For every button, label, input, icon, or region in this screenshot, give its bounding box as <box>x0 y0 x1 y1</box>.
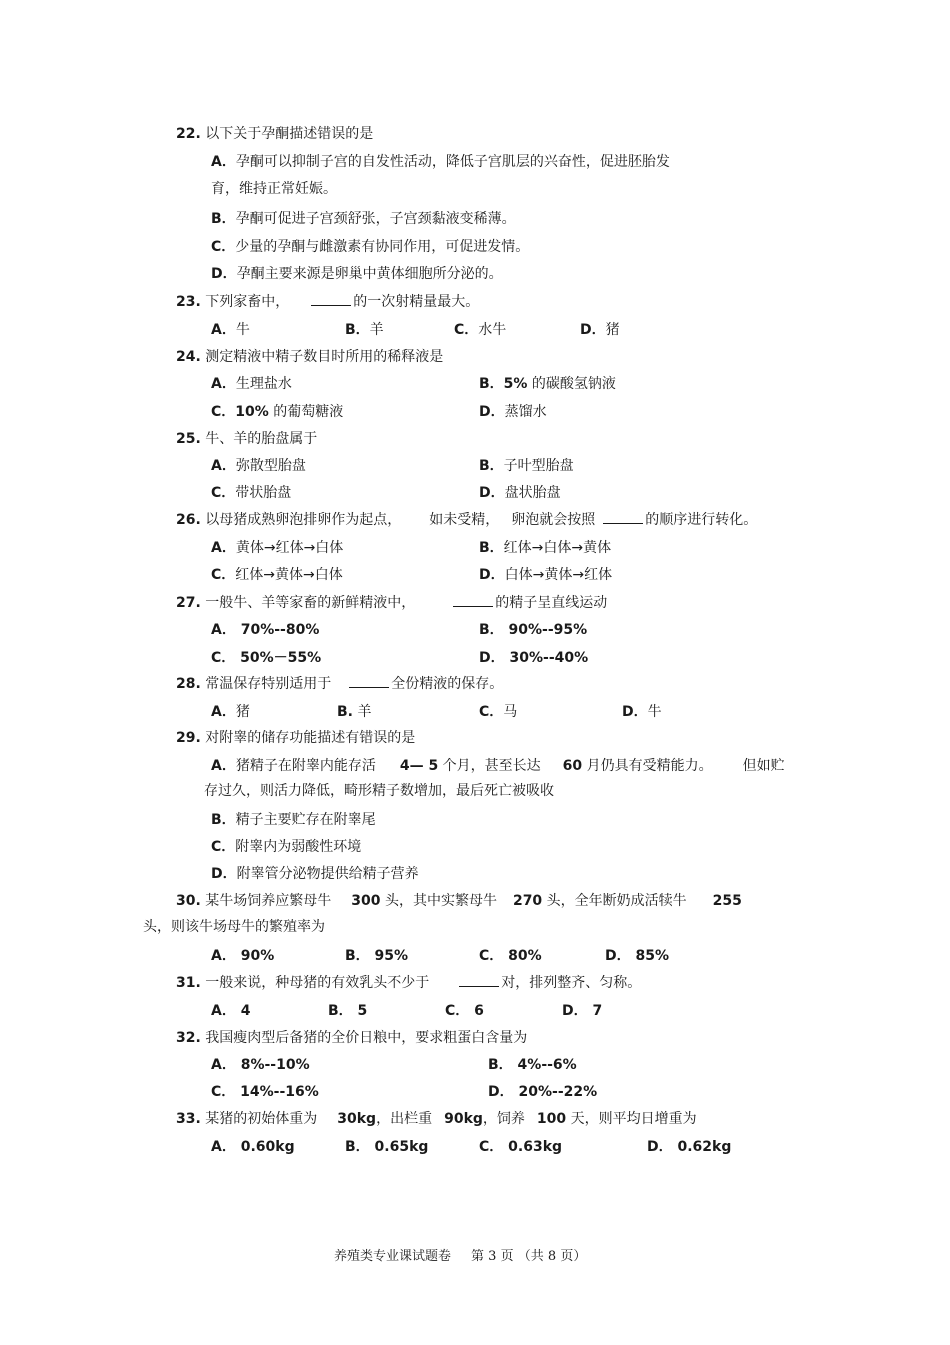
option-text: 红体→白体→黄体 <box>503 540 612 556</box>
question-number-value: 300 <box>351 893 381 909</box>
question-25-stem <box>176 430 317 448</box>
option-letter: C． <box>211 839 236 855</box>
option-letter: B． <box>479 376 504 392</box>
option-letter: D． <box>479 485 505 501</box>
option-letter: C． <box>211 485 236 501</box>
question-text: 卵泡就会按照 <box>511 512 596 528</box>
option-31-c <box>445 1002 484 1020</box>
question-text: 下列家畜中， <box>205 294 290 310</box>
option-text: 蒸馏水 <box>504 404 547 420</box>
option-32-b <box>488 1056 577 1074</box>
option-25-d <box>479 484 561 502</box>
option-text: 生理盐水 <box>235 376 292 392</box>
question-text: 全份精液的保存。 <box>391 676 504 692</box>
option-text: 0.62kg <box>677 1139 732 1155</box>
option-23-c <box>454 321 506 339</box>
question-text: 一般牛、羊等家畜的新鲜精液中， <box>205 595 416 611</box>
question-number: 26. <box>176 512 201 528</box>
footer-page-label: 第 <box>471 1249 485 1264</box>
question-text: 以下关于孕酮描述错误的是 <box>205 126 374 142</box>
question-text: 我国瘦肉型后备猪的全价日粮中，要求粗蛋白含量为 <box>205 1030 528 1046</box>
question-text: 某猪的初始体重为 <box>205 1111 318 1127</box>
question-31-stem <box>176 974 641 992</box>
option-letter: D． <box>488 1084 514 1100</box>
answer-blank <box>349 675 389 688</box>
option-letter: C． <box>479 1139 504 1155</box>
option-text: 子叶型胎盘 <box>503 458 574 474</box>
question-text: 头，其中实繁母牛 <box>384 893 497 909</box>
option-30-c <box>479 947 542 965</box>
option-text: 红体→黄体→白体 <box>235 567 343 583</box>
question-text: 牛、羊的胎盘属于 <box>205 431 318 447</box>
question-number: 33. <box>176 1111 201 1127</box>
option-number: 5% <box>503 376 528 392</box>
question-24-stem <box>176 348 443 366</box>
question-text: 对，排列整齐、匀称。 <box>501 975 642 991</box>
option-text: 80% <box>508 948 542 964</box>
option-letter: A． <box>211 1003 236 1019</box>
option-text: 20%--22% <box>518 1084 598 1100</box>
option-25-a <box>211 457 306 475</box>
option-text: 50%－55% <box>240 650 322 666</box>
option-text: 猪 <box>235 704 250 720</box>
option-32-c <box>211 1083 319 1101</box>
answer-blank <box>459 974 499 987</box>
question-number: 23. <box>176 294 201 310</box>
option-letter: A． <box>211 322 236 338</box>
option-text: 附睾内为弱酸性环境 <box>235 839 362 855</box>
option-26-d <box>479 566 612 584</box>
option-28-d <box>622 703 662 721</box>
option-text: 4%--6% <box>517 1057 577 1073</box>
option-letter: B． <box>479 622 504 638</box>
question-text: ，饲养 <box>482 1111 525 1127</box>
option-text: 70%--80% <box>240 622 320 638</box>
option-text: 牛 <box>235 322 250 338</box>
question-text: 天，则平均日增重为 <box>570 1111 697 1127</box>
option-25-b <box>479 457 574 475</box>
question-number: 27. <box>176 595 201 611</box>
option-32-a <box>211 1056 310 1074</box>
option-letter: C． <box>454 322 479 338</box>
option-letter: C． <box>211 567 236 583</box>
question-number-value: 270 <box>512 893 543 909</box>
option-24-d <box>479 403 547 421</box>
option-text: 4 <box>240 1003 251 1019</box>
option-text: 白体→黄体→红体 <box>504 567 613 583</box>
option-letter: A． <box>211 758 236 774</box>
option-text: 月仍具有受精能力。 <box>586 758 713 774</box>
option-number: 10% <box>235 404 269 420</box>
option-letter: A． <box>211 458 236 474</box>
option-letter: A． <box>211 376 236 392</box>
option-27-a <box>211 621 319 639</box>
option-text: 85% <box>635 948 670 964</box>
option-26-b <box>479 539 611 557</box>
option-letter: B． <box>345 1139 370 1155</box>
option-33-d <box>647 1138 731 1156</box>
question-number: 30. <box>176 893 201 909</box>
option-29-b <box>211 811 376 829</box>
option-26-a <box>211 539 343 557</box>
option-27-c <box>211 649 321 667</box>
option-28-a <box>211 703 250 721</box>
footer-total-number: 8 <box>547 1249 557 1264</box>
option-text: 14%--16% <box>240 1084 319 1100</box>
option-text: 精子主要贮存在附睾尾 <box>235 812 376 828</box>
option-letter: D． <box>479 567 505 583</box>
footer-page-number: 3 <box>488 1249 497 1264</box>
option-letter: D． <box>605 948 631 964</box>
question-text: 头，全年断奶成活犊牛 <box>546 893 687 909</box>
option-31-d <box>562 1002 602 1020</box>
option-text: 的葡萄糖液 <box>273 404 344 420</box>
option-number: 60 <box>562 758 583 774</box>
option-22-a <box>211 153 670 171</box>
question-29-stem <box>176 729 415 747</box>
page-footer <box>334 1248 586 1266</box>
question-number: 25. <box>176 431 201 447</box>
option-30-b <box>345 947 408 965</box>
option-text: 带状胎盘 <box>235 485 292 501</box>
question-number-value: 90kg <box>444 1111 483 1127</box>
question-33-stem <box>176 1110 697 1128</box>
option-letter: B． <box>479 458 504 474</box>
option-text: 牛 <box>647 704 662 720</box>
option-letter: D． <box>622 704 648 720</box>
question-number: 31. <box>176 975 201 991</box>
option-text: 0.60kg <box>240 1139 295 1155</box>
question-number-value: 30kg <box>337 1111 377 1127</box>
question-30-stem-cont: 头，则该牛场母牛的繁殖率为 <box>143 919 325 935</box>
question-text: ，出栏重 <box>376 1111 433 1127</box>
option-text: 附睾管分泌物提供给精子营养 <box>236 866 419 882</box>
option-23-d <box>580 321 620 339</box>
option-letter: A． <box>211 948 236 964</box>
option-letter: C． <box>211 1084 236 1100</box>
option-text: 90% <box>240 948 275 964</box>
option-33-b <box>345 1138 428 1156</box>
question-number: 22. <box>176 126 201 142</box>
option-23-a <box>211 321 250 339</box>
answer-blank <box>453 594 493 607</box>
option-letter: B． <box>488 1057 513 1073</box>
option-text: 95% <box>374 948 409 964</box>
option-32-d <box>488 1083 597 1101</box>
option-33-c <box>479 1138 562 1156</box>
option-text: 但如贮 <box>742 758 785 774</box>
question-30-stem <box>176 892 742 910</box>
option-letter: A． <box>211 704 236 720</box>
option-text: 羊 <box>357 704 372 720</box>
question-28-stem <box>176 675 503 693</box>
option-26-c <box>211 566 343 584</box>
option-22-c <box>211 238 529 256</box>
question-text: 对附睾的储存功能描述有错误的是 <box>205 730 416 746</box>
question-text: 常温保存特别适用于 <box>205 676 332 692</box>
footer-total-label: （共 <box>517 1249 544 1264</box>
option-28-b <box>337 703 371 721</box>
option-text: 0.63kg <box>508 1139 563 1155</box>
option-letter: D． <box>479 650 505 666</box>
option-24-b <box>479 375 616 393</box>
option-24-a <box>211 375 292 393</box>
option-letter: D． <box>211 266 237 282</box>
option-letter: D． <box>647 1139 673 1155</box>
option-29-a-cont: 存过久，则活力降低，畸形精子数增加，最后死亡被吸收 <box>204 783 554 799</box>
option-letter: A． <box>211 540 236 556</box>
question-text: 的顺序进行转化。 <box>645 512 758 528</box>
option-text: 弥散型胎盘 <box>235 458 306 474</box>
option-letter: C． <box>211 404 236 420</box>
option-letter: B． <box>345 948 370 964</box>
question-number: 28. <box>176 676 201 692</box>
option-letter: B． <box>328 1003 353 1019</box>
question-number-value: 100 <box>536 1111 567 1127</box>
option-letter: D． <box>479 404 505 420</box>
option-letter: C． <box>445 1003 470 1019</box>
option-text: 5 <box>357 1003 368 1019</box>
option-text: 的碳酸氢钠液 <box>531 376 616 392</box>
option-22-b <box>211 210 516 228</box>
option-letter: B. <box>337 704 353 720</box>
option-letter: A． <box>211 1057 236 1073</box>
option-letter: D． <box>562 1003 588 1019</box>
option-29-c <box>211 838 361 856</box>
question-number: 24. <box>176 349 201 365</box>
option-text: 7 <box>592 1003 603 1019</box>
option-text: 90%--95% <box>508 622 588 638</box>
question-26-stem <box>176 511 757 529</box>
option-letter: B． <box>479 540 504 556</box>
option-30-d <box>605 947 669 965</box>
option-27-d <box>479 649 588 667</box>
option-text: 0.65kg <box>374 1139 429 1155</box>
option-number: 4— 5 <box>399 758 439 774</box>
option-text: 孕酮主要来源是卵巢中黄体细胞所分泌的。 <box>236 266 503 282</box>
option-22-a-cont: 育，维持正常妊娠。 <box>211 181 337 197</box>
option-letter: C． <box>211 239 236 255</box>
option-letter: C． <box>479 948 504 964</box>
option-text: 水牛 <box>478 322 507 338</box>
option-letter: D． <box>211 866 237 882</box>
option-29-a <box>211 757 785 775</box>
option-text: 盘状胎盘 <box>504 485 561 501</box>
option-23-b <box>345 321 384 339</box>
option-25-c <box>211 484 291 502</box>
option-text: 羊 <box>369 322 384 338</box>
option-text: 孕酮可促进子宫颈舒张，子宫颈黏液变稀薄。 <box>235 211 516 227</box>
footer-total-label: 页） <box>560 1249 587 1264</box>
answer-blank <box>603 511 643 524</box>
question-27-stem <box>176 594 607 612</box>
footer-title: 养殖类专业课试题卷 <box>334 1249 452 1264</box>
option-letter: C． <box>479 704 504 720</box>
option-letter: B． <box>211 812 236 828</box>
question-text: 的精子呈直线运动 <box>495 595 608 611</box>
question-32-stem <box>176 1029 527 1047</box>
option-29-d <box>211 865 419 883</box>
option-27-b <box>479 621 587 639</box>
option-24-c <box>211 403 343 421</box>
option-text: 猪精子在附睾内能存活 <box>235 758 376 774</box>
question-22-stem <box>176 125 373 143</box>
option-text: 30%--40% <box>509 650 589 666</box>
footer-page-label: 页 <box>500 1249 514 1264</box>
option-22-d <box>211 265 503 283</box>
option-text: 个月，甚至长达 <box>442 758 541 774</box>
option-31-a <box>211 1002 250 1020</box>
question-text: 的一次射精量最大。 <box>353 294 480 310</box>
option-letter: B． <box>345 322 370 338</box>
option-text: 孕酮可以抑制子宫的自发性活动，降低子宫肌层的兴奋性，促进胚胎发 <box>235 154 670 170</box>
option-text: 8%--10% <box>240 1057 310 1073</box>
option-text: 马 <box>503 704 518 720</box>
question-text: 以母猪成熟卵泡排卵作为起点， <box>205 512 402 528</box>
question-text: 一般来说，种母猪的有效乳头不少于 <box>205 975 430 991</box>
question-text: 测定精液中精子数目时所用的稀释液是 <box>205 349 444 365</box>
question-number: 32. <box>176 1030 201 1046</box>
question-text: 某牛场饲养应繁母牛 <box>205 893 332 909</box>
question-number-value: 255 <box>712 893 742 909</box>
option-letter: A． <box>211 622 236 638</box>
option-letter: D． <box>580 322 606 338</box>
answer-blank <box>311 293 351 306</box>
question-number: 29. <box>176 730 201 746</box>
option-letter: A． <box>211 154 236 170</box>
option-text: 猪 <box>605 322 620 338</box>
option-letter: B． <box>211 211 236 227</box>
option-33-a <box>211 1138 295 1156</box>
option-text: 6 <box>474 1003 484 1019</box>
option-letter: C． <box>211 650 236 666</box>
option-text: 少量的孕酮与雌激素有协同作用，可促进发情。 <box>235 239 530 255</box>
option-letter: A． <box>211 1139 236 1155</box>
option-30-a <box>211 947 274 965</box>
option-28-c <box>479 703 517 721</box>
question-23-stem <box>176 293 479 311</box>
option-31-b <box>328 1002 367 1020</box>
question-text: 如未受精， <box>429 512 500 528</box>
option-text: 黄体→红体→白体 <box>235 540 344 556</box>
